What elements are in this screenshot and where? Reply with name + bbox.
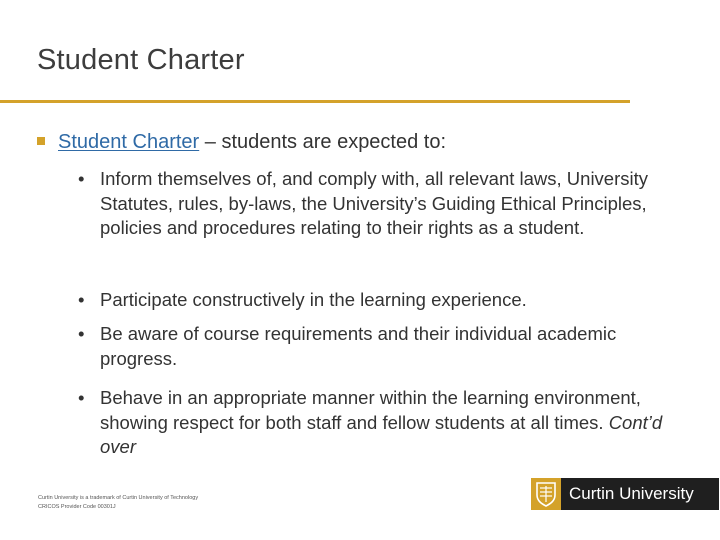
sub-bullet-text: Behave in an appropriate manner within the learning environment, showing respect for both staff and fellow students at all times. [100, 387, 641, 433]
curtin-crest-icon [531, 478, 561, 510]
bullet-dot-icon: • [78, 323, 85, 344]
sub-bullet-1 [78, 167, 688, 241]
sub-bullet-text: Participate constructively in the learning experience. [100, 289, 527, 310]
trademark-line: Curtin University is a trademark of Curtin University of Technology [38, 495, 199, 501]
sub-bullet-2 [78, 288, 688, 313]
crest-svg [535, 481, 557, 507]
curtin-logo [531, 478, 719, 510]
sub-bullet-3 [78, 322, 688, 371]
footer-notice [38, 494, 198, 512]
bullet-dot-icon: • [78, 289, 85, 310]
bullet-dot-icon: • [78, 387, 85, 408]
lead-bullet [37, 131, 697, 154]
sub-bullet-text: Inform themselves of, and comply with, all relevant laws, University Statutes, rules, by-laws, the University’s Guiding Ethical Principles, policies and procedures relating to their rights as a student. [100, 168, 649, 238]
continued-note: Cont’d over [100, 411, 663, 457]
title-divider [0, 100, 630, 103]
logo-wordmark: Curtin University [561, 478, 719, 510]
square-bullet-icon [37, 137, 45, 145]
sub-bullet-text: Be aware of course requirements and their individual academic progress. [100, 323, 617, 369]
bullet-dot-icon: • [78, 168, 85, 189]
cricos-line: CRICOS Provider Code 00301J [38, 504, 116, 510]
student-charter-link[interactable]: Student Charter [58, 131, 200, 153]
sub-bullet-4 [78, 386, 688, 460]
sub-bullet-text-wrapper [78, 386, 688, 460]
lead-text: – students are expected to: [199, 131, 447, 153]
slide-title: Student Charter [37, 44, 245, 76]
